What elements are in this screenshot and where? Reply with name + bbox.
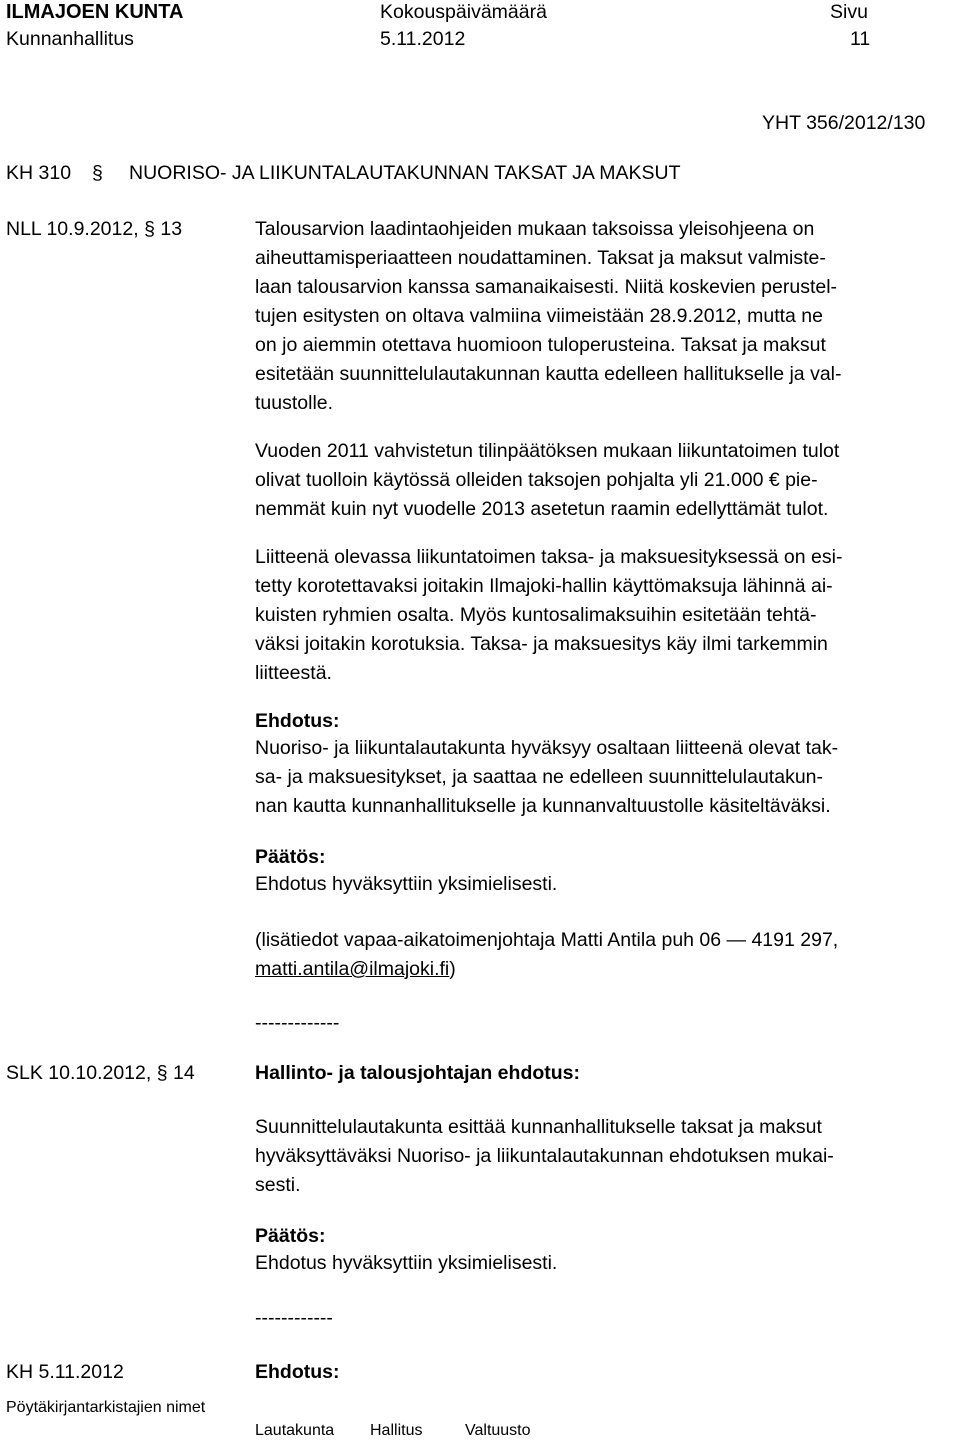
nll-decision: Ehdotus hyväksyttiin yksimielisesti.	[255, 873, 558, 895]
municipality-name: ILMAJOEN KUNTA	[6, 1, 184, 23]
text-line: aiheuttamisperiaatteen noudattaminen. Taksat ja maksut valmiste-	[255, 247, 826, 269]
text-line: väksi joitakin korotuksia. Taksa- ja maksuesitys käy ilmi tarkemmin	[255, 633, 828, 655]
text-line: liitteestä.	[255, 662, 332, 684]
page-label: Sivu	[830, 1, 868, 23]
slk-label	[6, 1059, 195, 1088]
footer-col-valtuusto: Valtuusto	[465, 1422, 531, 1439]
date-label: Kokouspäivämäärä	[380, 1, 547, 23]
email-link[interactable]: matti.antila@ilmajoki.fi	[255, 958, 450, 980]
kh310-label: KH 310	[6, 162, 72, 184]
footer-col-lautakunta: Lautakunta	[255, 1422, 335, 1439]
text-line: kuisten ryhmien osalta. Myös kuntosalimaksuihin esitetään tehtä-	[255, 604, 817, 626]
text-line: olivat tuolloin käytössä olleiden taksojen pohjalta yli 21.000 € pie-	[255, 469, 818, 491]
text-line: tuustolle.	[255, 392, 334, 414]
text-line: Liitteenä olevassa liikuntatoimen taksa- ja maksuesityksessä on esi-	[255, 546, 843, 568]
text-line: sa- ja maksuesitykset, ja saattaa ne edelleen suunnittelulautakun-	[255, 766, 824, 788]
slk-number: 14	[173, 1062, 195, 1084]
nll-date: NLL 10.9.2012,	[6, 218, 139, 240]
footer-col-hallitus: Hallitus	[370, 1422, 423, 1439]
body-name: Kunnanhallitus	[6, 28, 134, 50]
text-line: nemmät kuin nyt vuodelle 2013 asetetun raamin edellyttämät tulot.	[255, 498, 829, 520]
text-line: esitetään suunnittelulautakunnan kautta edelleen hallitukselle ja val-	[255, 363, 842, 385]
nll-paragraph-2	[255, 437, 955, 524]
text-line: hyväksyttäväksi Nuoriso- ja liikuntalautakunnan ehdotuksen mukai-	[255, 1145, 834, 1167]
slk-heading: Hallinto- ja talousjohtajan ehdotus:	[255, 1062, 581, 1084]
proposal-heading: Ehdotus:	[255, 710, 340, 732]
footer-checkers: Pöytäkirjantarkistajien nimet	[6, 1399, 206, 1416]
closing-paren: )	[449, 958, 456, 980]
contact-line: (lisätiedot vapaa-aikatoimenjohtaja Matti Antila puh 06 — 4191 297,	[255, 929, 839, 951]
text-line: sesti.	[255, 1174, 301, 1196]
nll-paragraph-3	[255, 543, 955, 688]
section-sign: §	[144, 218, 155, 240]
text-line: on jo aiemmin otettava huomioon tuloperusteina. Taksat ja maksut	[255, 334, 826, 356]
contact-info	[255, 926, 955, 984]
section-sign: §	[156, 1062, 168, 1084]
reference-number: YHT 356/2012/130	[762, 112, 926, 134]
proposal-heading: Ehdotus:	[255, 1361, 340, 1383]
slk-decision: Ehdotus hyväksyttiin yksimielisesti.	[255, 1252, 558, 1274]
nll-number: 13	[160, 218, 183, 240]
text-line: Vuoden 2011 vahvistetun tilinpäätöksen mukaan liikuntatoimen tulot	[255, 440, 840, 462]
item-title: NUORISO- JA LIIKUNTALAUTAKUNNAN TAKSAT JA MAKSUT	[129, 162, 681, 184]
meeting-date: 5.11.2012	[380, 28, 466, 50]
decision-heading: Päätös:	[255, 1225, 326, 1247]
separator: -------------	[255, 1012, 340, 1034]
contact-line-2	[255, 955, 955, 984]
slk-date: SLK 10.10.2012,	[6, 1062, 152, 1084]
text-line: Nuoriso- ja liikuntalautakunta hyväksyy osaltaan liitteenä olevat tak-	[255, 737, 839, 759]
nll-proposal	[255, 734, 955, 821]
text-line: tetty korotettavaksi joitakin Ilmajoki-hallin käyttömaksuja lähinnä ai-	[255, 575, 833, 597]
text-line: Suunnittelulautakunta esittää kunnanhallitukselle taksat ja maksut	[255, 1116, 822, 1138]
section-sign: §	[92, 162, 103, 184]
separator: ------------	[255, 1307, 333, 1329]
nll-paragraph-1	[255, 215, 955, 418]
decision-heading: Päätös:	[255, 846, 326, 868]
page-number: 11	[850, 28, 871, 50]
text-line: Talousarvion laadintaohjeiden mukaan taksoissa yleisohjeena on	[255, 218, 815, 240]
nll-label	[6, 215, 182, 244]
text-line: nan kautta kunnanhallitukselle ja kunnanvaltuustolle käsiteltäväksi.	[255, 795, 831, 817]
kh-label: KH 5.11.2012	[6, 1361, 124, 1383]
text-line: laan talousarvion kanssa samanaikaisesti. Niitä koskevien perustel-	[255, 276, 838, 298]
slk-proposal	[255, 1113, 955, 1200]
text-line: tujen esitysten on oltava valmiina viimeistään 28.9.2012, mutta ne	[255, 305, 823, 327]
